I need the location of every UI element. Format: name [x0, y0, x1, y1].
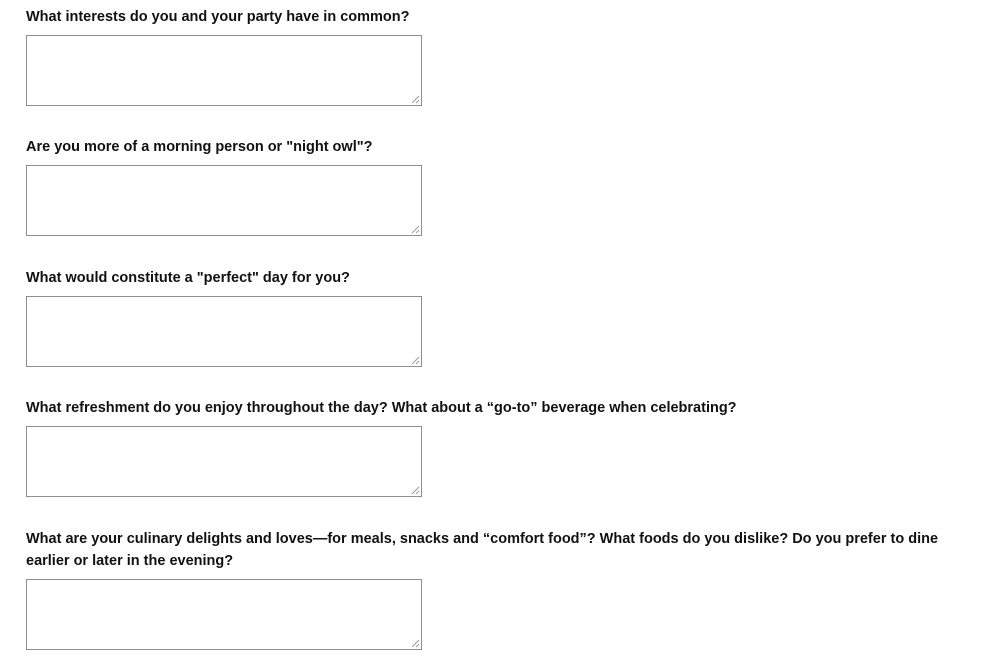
answer-field-wrapper	[26, 35, 422, 106]
question-interests	[26, 6, 422, 106]
interests-answer-textarea[interactable]	[27, 36, 421, 105]
morning-night-answer-textarea[interactable]	[27, 166, 421, 235]
question-refreshment	[26, 397, 737, 497]
answer-field-wrapper	[26, 426, 422, 497]
question-label: What would constitute a "perfect" day for you?	[26, 270, 350, 286]
answer-field-wrapper	[26, 296, 422, 367]
resize-grip-icon[interactable]	[411, 225, 420, 234]
question-label: What interests do you and your party have in common?	[26, 9, 410, 25]
question-label: Are you more of a morning person or "night owl"?	[26, 139, 373, 155]
resize-grip-icon[interactable]	[411, 95, 420, 104]
question-label: What refreshment do you enjoy throughout the day? What about a “go-to” beverage when celebrating?	[26, 400, 737, 416]
resize-grip-icon[interactable]	[411, 486, 420, 495]
question-morning-night	[26, 136, 422, 236]
perfect-day-answer-textarea[interactable]	[27, 297, 421, 366]
question-label: What are your culinary delights and loves—for meals, snacks and “comfort food”? What foods do you dislike? Do you prefer to dine earlier or later in the evening?	[26, 531, 939, 569]
resize-grip-icon[interactable]	[411, 639, 420, 648]
question-culinary	[26, 528, 966, 650]
answer-field-wrapper	[26, 165, 422, 236]
culinary-answer-textarea[interactable]	[27, 580, 421, 649]
answer-field-wrapper	[26, 579, 422, 650]
resize-grip-icon[interactable]	[411, 356, 420, 365]
question-perfect-day	[26, 267, 422, 367]
refreshment-answer-textarea[interactable]	[27, 427, 421, 496]
